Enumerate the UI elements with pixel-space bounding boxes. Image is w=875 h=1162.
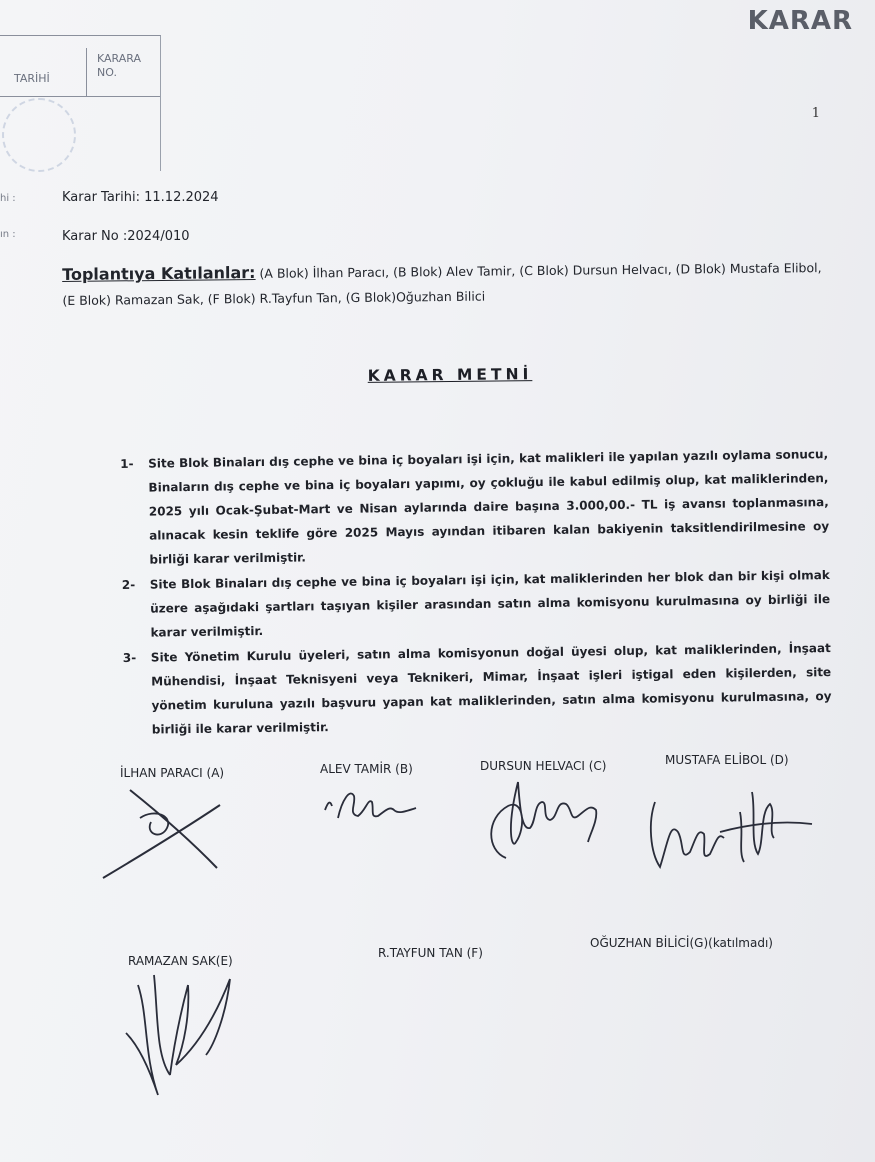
signature-d-icon bbox=[640, 772, 820, 882]
stamp-divider bbox=[0, 96, 160, 97]
stamp-divider bbox=[86, 48, 87, 96]
stamp-number-label bbox=[97, 52, 141, 80]
signatory-name-f: R.TAYFUN TAN (F) bbox=[378, 946, 483, 960]
stamp-number-line2: NO. bbox=[97, 66, 117, 79]
decision-item bbox=[118, 442, 830, 572]
attendees-paragraph bbox=[62, 254, 832, 313]
decision-text: Site Blok Binaları dış cephe ve bina iç boyaları işi için, kat maliklerinden her blok dan bir kişi olmak üzere aşağıdaki şartları taşıyan kişiler arasından satın alma komisyonu kurulmasına oy birliği ile karar verilmiştir. bbox=[149, 568, 831, 640]
signatory-name-d: MUSTAFA ELİBOL (D) bbox=[665, 753, 789, 767]
stamp-date-label: TARİHİ bbox=[14, 72, 50, 85]
decision-number: 1- bbox=[120, 456, 134, 471]
cut-off-label: ın : bbox=[0, 229, 16, 240]
decision-list bbox=[118, 442, 832, 743]
signatory-name-e: RAMAZAN SAK(E) bbox=[128, 954, 233, 968]
decision-text: Site Yönetim Kurulu üyeleri, satın alma komisyonun doğal üyesi olup, kat maliklerinden, İnşaat Mühendisi, İnşaat Teknisyeni veya Teknikeri, Mimar, İnşaat işleri iştigal eden kişilerden, site yönetim kuruluna yazılı başvuru yapan kat maliklerinden, satın alma komisyonu kurulmasına, oy birliği ile karar verilmiştir. bbox=[150, 641, 832, 737]
stamp-number-line1: KARARA bbox=[97, 52, 141, 65]
signatory-name-b: ALEV TAMİR (B) bbox=[320, 762, 413, 776]
decision-number: 3- bbox=[122, 650, 137, 665]
decision-number: Karar No :2024/010 bbox=[62, 229, 190, 244]
decision-heading: KARAR METNİ bbox=[367, 365, 533, 385]
decision-item bbox=[121, 636, 832, 742]
signatory-name-a: İLHAN PARACI (A) bbox=[120, 766, 225, 780]
signatory-name-g: OĞUZHAN BİLİCİ(G)(katılmadı) bbox=[590, 936, 773, 950]
decision-date: Karar Tarihi: 11.12.2024 bbox=[62, 190, 219, 205]
signature-c-icon bbox=[478, 770, 618, 865]
attendees-label: Toplantıya Katılanlar: bbox=[62, 262, 256, 284]
attendees-list: (A Blok) İlhan Paracı, (B Blok) Alev Tamir, (C Blok) Dursun Helvacı, (D Blok) Mustafa Elibol, (E Blok) Ramazan Sak, (F Blok) R.Tayfun Tan, (G Blok)Oğuzhan Bilici bbox=[62, 260, 822, 308]
decision-item bbox=[120, 563, 831, 645]
signatory-name-c: DURSUN HELVACI (C) bbox=[480, 759, 607, 773]
page-number: 1 bbox=[811, 106, 820, 121]
signature-b-icon bbox=[320, 780, 430, 830]
registry-stamp bbox=[0, 35, 161, 171]
round-seal-icon bbox=[2, 98, 76, 172]
decision-text: Site Blok Binaları dış cephe ve bina iç boyaları işi için, kat malikleri ile yapılan yazılı oylama sonucu, Binaların dış cephe ve bina iç boyaları yapımı, oy çokluğu ile kabul edilmiş olup, kat maliklerinden, 2025 yılı Ocak-Şubat-Mart ve Nisan aylarında daire başına 3.000,00.- TL iş avansı toplanmasına, alınacak kesin teklife göre 2025 Mayıs ayından itibaren kalan bakiyenin taksitlendirilmesine oy birliği karar verilmiştir. bbox=[148, 447, 830, 567]
decision-number: 2- bbox=[121, 577, 136, 592]
document-title: KARAR bbox=[747, 6, 853, 36]
cut-off-label: hi : bbox=[0, 193, 16, 204]
signature-a-icon bbox=[95, 770, 245, 885]
signature-e-icon bbox=[118, 955, 258, 1105]
